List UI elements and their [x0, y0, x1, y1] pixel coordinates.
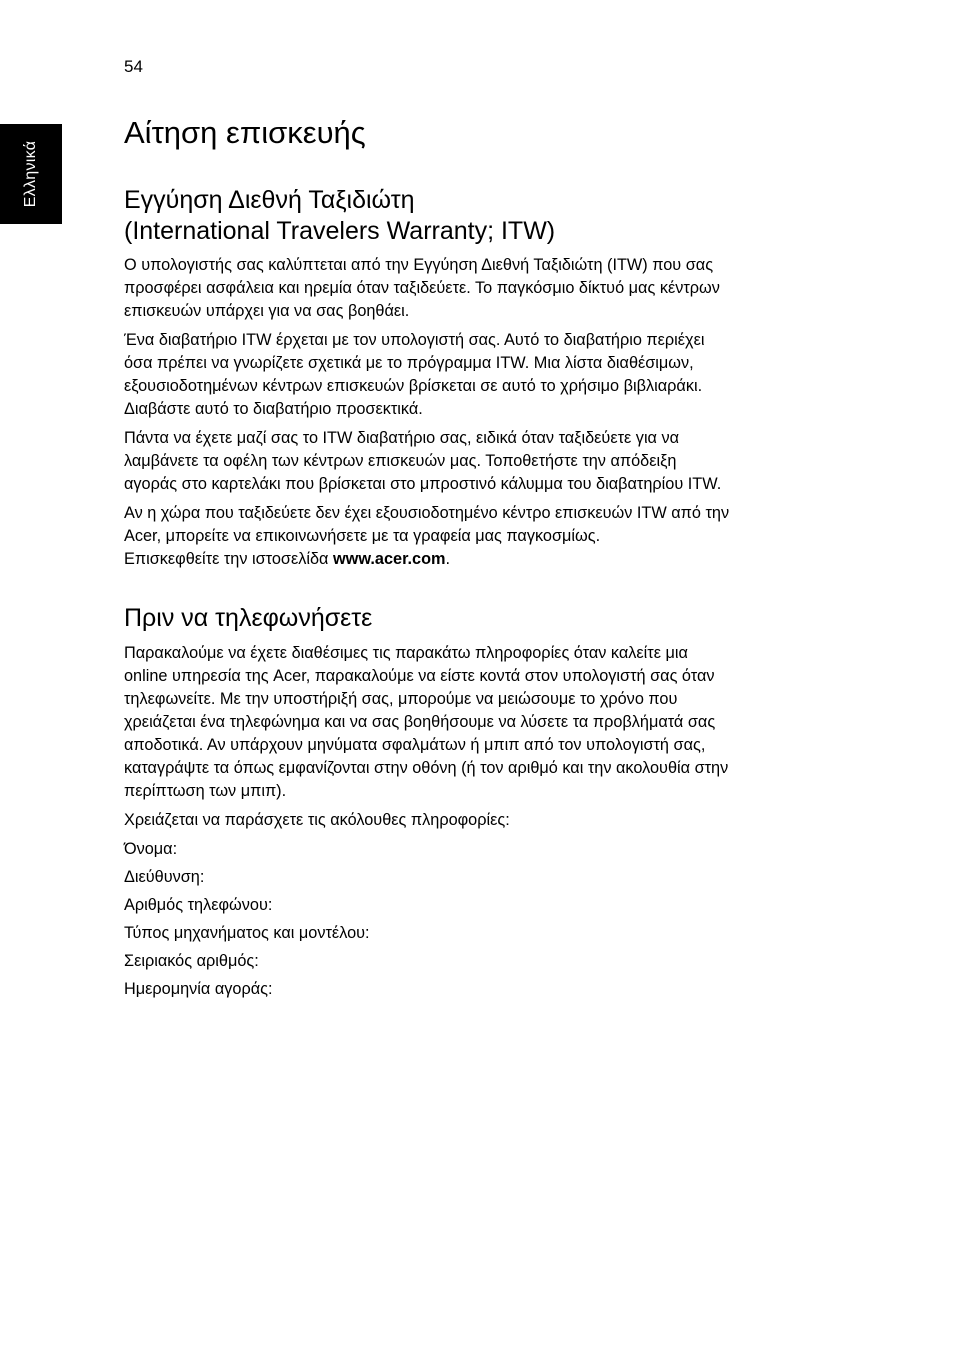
text-line: Ο υπολογιστής σας καλύπτεται από την Εγγύηση Διεθνή Ταξιδιώτη (ITW) που σας [124, 256, 714, 274]
page-number: 54 [124, 57, 143, 76]
text-line: online υπηρεσία της Acer, παρακαλούμε να είστε κοντά στον υπολογιστή σας όταν [124, 667, 715, 685]
text-line: Παρακαλούμε να έχετε διαθέσιμες τις παρακάτω πληροφορίες όταν καλείτε μια [124, 644, 688, 662]
itw-paragraph-2 [124, 329, 824, 421]
itw-heading [124, 185, 824, 247]
text-line: χρειάζεται ένα τηλεφώνημα και να σας βοηθήσουμε να λύσετε τα προβλήματά σας [124, 713, 716, 731]
field-serial-number: Σειριακός αριθμός: [124, 952, 259, 970]
before-call-paragraph [124, 642, 824, 803]
text-line: Αν η χώρα που ταξιδεύετε δεν έχει εξουσιοδοτημένο κέντρο επισκευών ITW από την [124, 504, 730, 522]
info-intro: Χρειάζεται να παράσχετε τις ακόλουθες πληροφορίες: [124, 811, 510, 829]
text-line: προσφέρει ασφάλεια και ηρεμία όταν ταξιδεύετε. Το παγκόσμιο δίκτυό μας κέντρων [124, 279, 720, 297]
text-line: εξουσιοδοτημένων κέντρων επισκευών βρίσκεται σε αυτό το χρήσιμο βιβλιαράκι. [124, 377, 703, 395]
text-line: περίπτωση των μπιπ). [124, 782, 287, 800]
itw-paragraph-3 [124, 427, 824, 496]
text-line [124, 548, 824, 571]
field-purchase-date: Ημερομηνία αγοράς: [124, 980, 273, 998]
text-line: αγοράς στο καρτελάκι που βρίσκεται στο μπροστινό κάλυμμα του διαβατηρίου ITW. [124, 475, 722, 493]
field-machine-model: Τύπος μηχανήματος και μοντέλου: [124, 924, 370, 942]
text-line: Πάντα να έχετε μαζί σας το ITW διαβατήριο σας, ειδικά όταν ταξιδεύετε για να [124, 429, 680, 447]
page-title: Αίτηση επισκευής [124, 115, 366, 150]
before-call-heading: Πριν να τηλεφωνήσετε [124, 604, 373, 632]
itw-heading-line-2: (International Travelers Warranty; ITW) [124, 217, 556, 245]
language-label: Ελληνικά [22, 140, 39, 208]
field-name: Όνομα: [124, 840, 178, 858]
text-line: αποδοτικά. Αν υπάρχουν μηνύματα σφαλμάτων ή μπιπ από τον υπολογιστή σας, [124, 736, 706, 754]
text-line: Acer, μπορείτε να επικοινωνήσετε με τα γραφεία μας παγκοσμίως. [124, 527, 601, 545]
visit-prefix: Επισκεφθείτε την ιστοσελίδα [124, 550, 333, 568]
text-line: επισκευών υπάρχει για να σας βοηθάει. [124, 302, 410, 320]
text-line: καταγράψτε τα όπως εμφανίζονται στην οθόνη (ή τον αριθμό και την ακολουθία στην [124, 759, 729, 777]
field-address: Διεύθυνση: [124, 868, 205, 886]
text-line: Διαβάστε αυτό το διαβατήριο προσεκτικά. [124, 400, 423, 418]
language-side-tab [0, 124, 62, 224]
acer-website-link[interactable]: www.acer.com [333, 550, 446, 568]
itw-heading-line-1: Εγγύηση Διεθνή Ταξιδιώτη [124, 186, 415, 214]
visit-suffix: . [445, 550, 451, 568]
itw-paragraph-1 [124, 254, 824, 323]
text-line: Ένα διαβατήριο ITW έρχεται με τον υπολογιστή σας. Αυτό το διαβατήριο περιέχει [124, 331, 705, 349]
text-line: τηλεφωνείτε. Με την υποστήριξή σας, μπορούμε να μειώσουμε το χρόνο που [124, 690, 678, 708]
field-phone: Αριθμός τηλεφώνου: [124, 896, 273, 914]
text-line: όσα πρέπει να γνωρίζετε σχετικά με το πρόγραμμα ITW. Μια λίστα διαθέσιμων, [124, 354, 694, 372]
text-line: λαμβάνετε τα οφέλη των κέντρων επισκευών μας. Τοποθετήστε την απόδειξη [124, 452, 677, 470]
itw-paragraph-4 [124, 502, 824, 571]
page-content [124, 112, 824, 1006]
